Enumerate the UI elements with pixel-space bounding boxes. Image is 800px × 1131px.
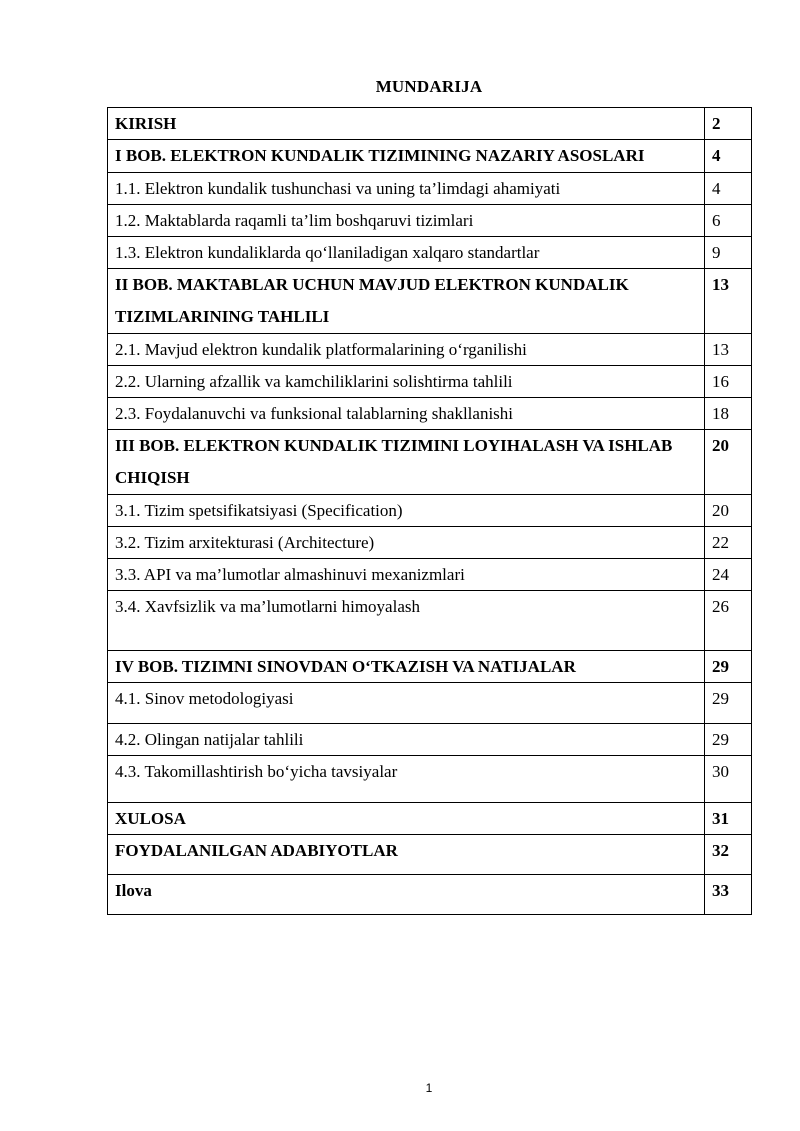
toc-entry-page: 29 bbox=[705, 651, 752, 683]
toc-entry-title: 2.2. Ularning afzallik va kamchiliklarini solishtirma tahlili bbox=[108, 366, 705, 398]
toc-entry-title: 2.1. Mavjud elektron kundalik platformalarining o‘rganilishi bbox=[108, 334, 705, 366]
toc-entry-title: 3.1. Tizim spetsifikatsiyasi (Specification) bbox=[108, 495, 705, 527]
toc-row bbox=[108, 683, 752, 724]
toc-row bbox=[108, 269, 752, 334]
toc-entry-page: 30 bbox=[705, 756, 752, 803]
toc-row bbox=[108, 527, 752, 559]
toc-entry-title: 2.3. Foydalanuvchi va funksional talablarning shakllanishi bbox=[108, 398, 705, 430]
toc-row bbox=[108, 835, 752, 875]
toc-row bbox=[108, 366, 752, 398]
toc-entry-title: I BOB. ELEKTRON KUNDALIK TIZIMINING NAZARIY ASOSLARI bbox=[108, 140, 705, 173]
toc-entry-title: XULOSA bbox=[108, 803, 705, 835]
toc-entry-page: 33 bbox=[705, 875, 752, 915]
toc-row bbox=[108, 140, 752, 173]
toc-row bbox=[108, 803, 752, 835]
toc-entry-page: 20 bbox=[705, 495, 752, 527]
toc-entry-title: II BOB. MAKTABLAR UCHUN MAVJUD ELEKTRON KUNDALIK TIZIMLARINING TAHLILI bbox=[108, 269, 705, 334]
toc-entry-page: 9 bbox=[705, 237, 752, 269]
toc-entry-page: 4 bbox=[705, 173, 752, 205]
toc-entry-page: 4 bbox=[705, 140, 752, 173]
toc-row bbox=[108, 173, 752, 205]
toc-entry-title: 1.3. Elektron kundaliklarda qo‘llaniladigan xalqaro standartlar bbox=[108, 237, 705, 269]
toc-entry-title: 3.3. API va ma’lumotlar almashinuvi mexanizmlari bbox=[108, 559, 705, 591]
toc-row bbox=[108, 756, 752, 803]
toc-row bbox=[108, 430, 752, 495]
toc-entry-page: 24 bbox=[705, 559, 752, 591]
toc-row bbox=[108, 591, 752, 651]
toc-entry-page: 31 bbox=[705, 803, 752, 835]
toc-row bbox=[108, 724, 752, 756]
toc-row bbox=[108, 398, 752, 430]
toc-row bbox=[108, 875, 752, 915]
toc-row bbox=[108, 237, 752, 269]
toc-entry-title: 1.1. Elektron kundalik tushunchasi va uning ta’limdagi ahamiyati bbox=[108, 173, 705, 205]
toc-entry-page: 20 bbox=[705, 430, 752, 495]
toc-entry-page: 29 bbox=[705, 683, 752, 724]
toc-entry-page: 6 bbox=[705, 205, 752, 237]
toc-entry-page: 16 bbox=[705, 366, 752, 398]
toc-entry-page: 22 bbox=[705, 527, 752, 559]
toc-entry-title: FOYDALANILGAN ADABIYOTLAR bbox=[108, 835, 705, 875]
toc-row bbox=[108, 108, 752, 140]
toc-row bbox=[108, 651, 752, 683]
toc-entry-title: 4.1. Sinov metodologiyasi bbox=[108, 683, 705, 724]
toc-entry-title: 3.4. Xavfsizlik va ma’lumotlarni himoyalash bbox=[108, 591, 705, 651]
toc-row bbox=[108, 559, 752, 591]
toc-entry-title: 4.2. Olingan natijalar tahlili bbox=[108, 724, 705, 756]
page-number: 1 bbox=[425, 1081, 433, 1095]
toc-entry-page: 26 bbox=[705, 591, 752, 651]
toc-entry-title: 3.2. Tizim arxitekturasi (Architecture) bbox=[108, 527, 705, 559]
toc-entry-title: Ilova bbox=[108, 875, 705, 915]
toc-row bbox=[108, 495, 752, 527]
toc-row bbox=[108, 334, 752, 366]
toc-entry-title: IV BOB. TIZIMNI SINOVDAN O‘TKAZISH VA NATIJALAR bbox=[108, 651, 705, 683]
toc-entry-page: 29 bbox=[705, 724, 752, 756]
toc-entry-title: 1.2. Maktablarda raqamli ta’lim boshqaruvi tizimlari bbox=[108, 205, 705, 237]
toc-entry-page: 18 bbox=[705, 398, 752, 430]
toc-entry-title: KIRISH bbox=[108, 108, 705, 140]
table-of-contents bbox=[107, 107, 752, 915]
page-title: MUNDARIJA bbox=[375, 77, 483, 96]
toc-entry-title: III BOB. ELEKTRON KUNDALIK TIZIMINI LOYIHALASH VA ISHLAB CHIQISH bbox=[108, 430, 705, 495]
toc-entry-page: 13 bbox=[705, 269, 752, 334]
toc-entry-page: 13 bbox=[705, 334, 752, 366]
toc-entry-page: 32 bbox=[705, 835, 752, 875]
toc-entry-title: 4.3. Takomillashtirish bo‘yicha tavsiyalar bbox=[108, 756, 705, 803]
toc-row bbox=[108, 205, 752, 237]
toc-entry-page: 2 bbox=[705, 108, 752, 140]
